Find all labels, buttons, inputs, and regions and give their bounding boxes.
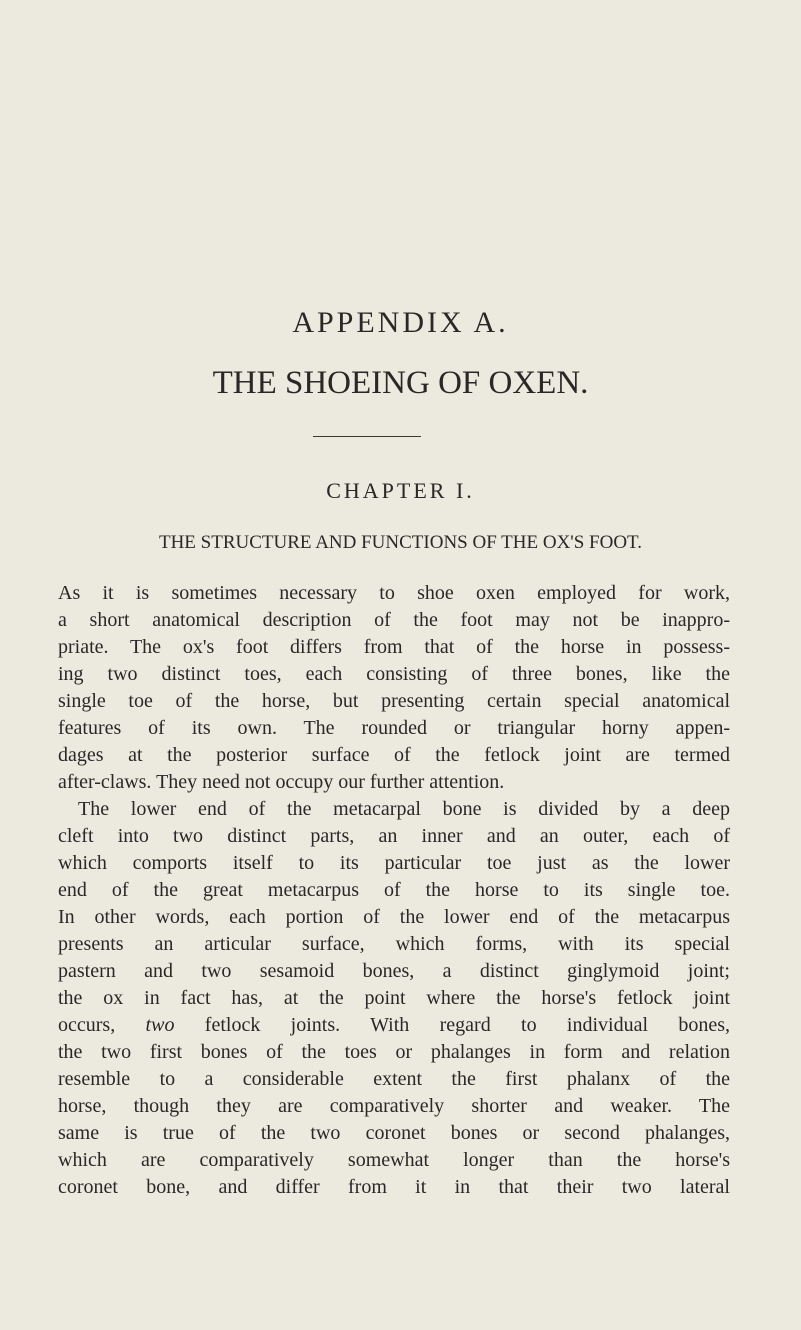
text-line: resemble to a considerable extent the first phalanx of the [58,1068,730,1090]
text-line: features of its own. The rounded or triangular horny appen- [58,717,730,739]
appendix-heading: APPENDIX A. [292,306,509,339]
chapter-heading: CHAPTER I. [326,478,475,503]
text-line: which are comparatively somewhat longer than the horse's [58,1149,730,1171]
text-line: cleft into two distinct parts, an inner and an outer, each of [58,825,730,847]
text-line: dages at the posterior surface of the fetlock joint are termed [58,744,730,766]
italic-word: two [145,1014,175,1036]
text-line: presents an articular surface, which forms, with its special [58,933,730,955]
text-line: a short anatomical description of the foot may not be inappro- [58,609,730,631]
text-segment: occurs, [58,1014,116,1036]
text-line: pastern and two sesamoid bones, a distinct ginglymoid joint; [58,960,730,982]
text-line: In other words, each portion of the lower end of the metacarpus [58,906,730,928]
book-title: THE SHOEING OF OXEN. [212,365,589,401]
text-line: As it is sometimes necessary to shoe oxen employed for work, [58,582,730,604]
text-line: the ox in fact has, at the point where the horse's fetlock joint [58,987,730,1009]
text-line: end of the great metacarpus of the horse to its single toe. [58,879,730,901]
text-line-with-italic [58,1012,730,1039]
text-line: coronet bone, and differ from it in that their two lateral [58,1176,730,1198]
chapter-title: THE STRUCTURE AND FUNCTIONS OF THE OX'S FOOT. [158,532,643,553]
text-line: The lower end of the metacarpal bone is divided by a deep [78,798,730,820]
text-line: after-claws. They need not occupy our further attention. [58,771,505,793]
text-line: which comports itself to its particular toe just as the lower [58,852,730,874]
text-segment: fetlock joints. With regard to individual bones, [204,1014,731,1036]
text-line: priate. The ox's foot differs from that of the horse in possess- [58,636,730,658]
body-text [58,580,730,1201]
text-line: horse, though they are comparatively shorter and weaker. The [58,1095,730,1117]
text-line: the two first bones of the toes or phalanges in form and relation [58,1041,730,1063]
title-divider [313,436,421,437]
text-line: single toe of the horse, but presenting certain special anatomical [58,690,730,712]
text-line: same is true of the two coronet bones or second phalanges, [58,1122,730,1144]
text-line: ing two distinct toes, each consisting of three bones, like the [58,663,730,685]
